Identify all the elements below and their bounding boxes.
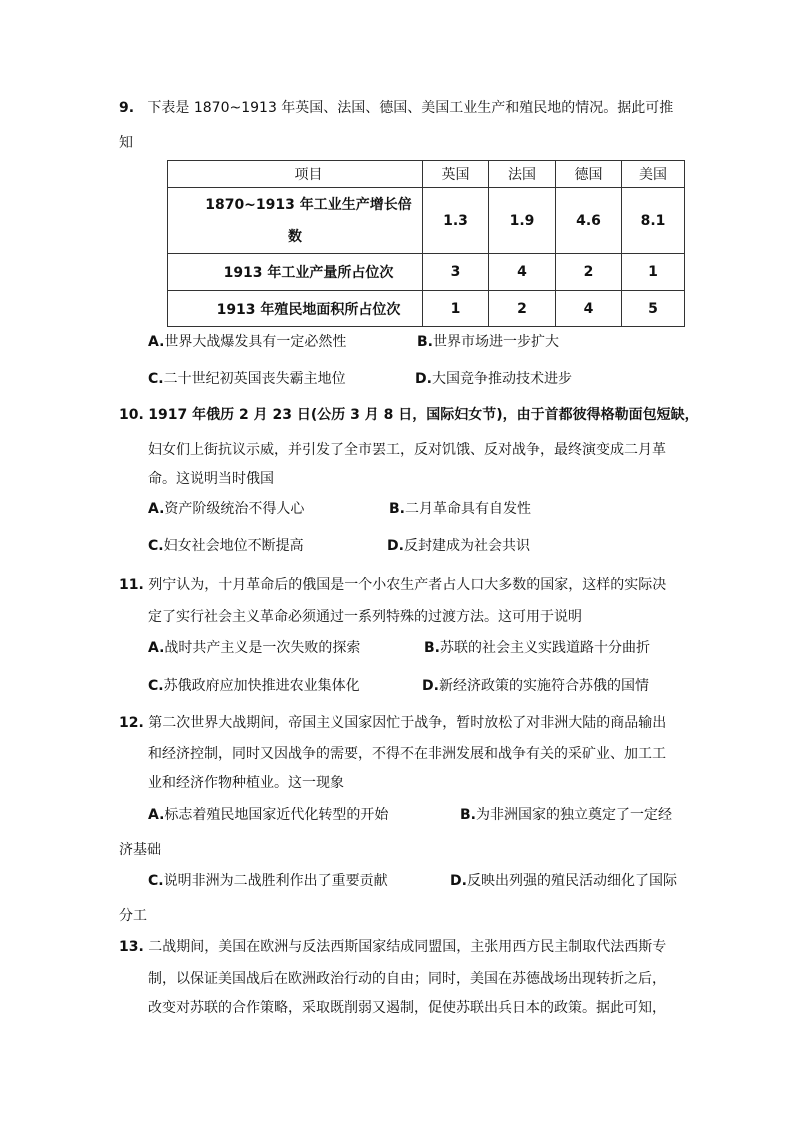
table-row (168, 188, 685, 254)
q13-stem-line2: 制，以保证美国战后在欧洲政治行动的自由；同时，美国在苏德战场出现转折之后， (148, 971, 666, 987)
table-cell: 4 (489, 254, 556, 291)
table-row (168, 254, 685, 291)
q9-stem-line1: 9. 下表是 1870~1913 年英国、法国、德国、美国工业生产和殖民地的情况。据此可推 (119, 100, 674, 116)
table-cell: 2 (489, 291, 556, 327)
q11-stem-line1: 11. 列宁认为，十月革命后的俄国是一个小农生产者占人口大多数的国家，这样的实际决 (119, 577, 667, 593)
q12-stem-line2: 和经济控制，同时又因战争的需要，不得不在非洲发展和战争有关的采矿业、加工工 (148, 746, 666, 762)
table-header-cell: 法国 (489, 161, 556, 188)
q10-stem-line3: 命。这说明当时俄国 (148, 471, 274, 487)
q11-number: 11. (119, 577, 144, 593)
table-cell: 8.1 (622, 188, 685, 254)
table-row (168, 291, 685, 327)
table-cell: 3 (423, 254, 489, 291)
q9-stem-line2: 知 (119, 135, 133, 151)
q12-option-b-wrap: 济基础 (119, 842, 161, 858)
q12-option-d[interactable]: D.反映出列强的殖民活动细化了国际 (450, 873, 677, 889)
table-row-label: 1870~1913 年工业生产增长倍 数 (168, 188, 423, 254)
q10-option-d[interactable]: D.反封建成为社会共识 (387, 538, 530, 554)
q9-option-b[interactable]: B.世界市场进一步扩大 (417, 334, 559, 350)
q10-stem-line2: 妇女们上街抗议示威，并引发了全市罢工，反对饥饿、反对战争，最终演变成二月革 (148, 442, 666, 458)
q10-option-b[interactable]: B.二月革命具有自发性 (389, 501, 531, 517)
q9-option-c[interactable]: C.二十世纪初英国丧失霸主地位 (148, 371, 346, 387)
table-header-cell: 英国 (423, 161, 489, 188)
q13-stem-line3: 改变对苏联的合作策略，采取既削弱又遏制，促使苏联出兵日本的政策。据此可知， (148, 1000, 666, 1016)
table-header-cell: 美国 (622, 161, 685, 188)
q9-option-d[interactable]: D.大国竞争推动技术进步 (415, 371, 572, 387)
table-header-row (168, 161, 685, 188)
table-header-cell: 项目 (168, 161, 423, 188)
table-cell: 1.3 (423, 188, 489, 254)
q9-table (167, 160, 685, 327)
q9-option-a[interactable]: A.世界大战爆发具有一定必然性 (148, 334, 347, 350)
table-row-label: 1913 年殖民地面积所占位次 (168, 291, 423, 327)
table-cell: 5 (622, 291, 685, 327)
q12-number: 12. (119, 715, 144, 731)
q11-option-a[interactable]: A.战时共产主义是一次失败的探索 (148, 640, 361, 656)
q9-number: 9. (119, 100, 135, 116)
q10-number: 10. (119, 407, 144, 423)
table-cell: 1 (423, 291, 489, 327)
q12-option-b[interactable]: B.为非洲国家的独立奠定了一定经 (460, 807, 672, 823)
q12-option-d-wrap: 分工 (119, 908, 147, 924)
q13-stem-line1: 13. 二战期间，美国在欧洲与反法西斯国家结成同盟国，主张用西方民主制取代法西斯专 (119, 939, 667, 955)
table-cell: 1 (622, 254, 685, 291)
q11-option-c[interactable]: C.苏俄政府应加快推进农业集体化 (148, 678, 360, 694)
table-cell: 4.6 (556, 188, 622, 254)
q11-stem-line2: 定了实行社会主义革命必须通过一系列特殊的过渡方法。这可用于说明 (148, 609, 582, 625)
table-cell: 2 (556, 254, 622, 291)
q12-stem-line1: 12. 第二次世界大战期间，帝国主义国家因忙于战争，暂时放松了对非洲大陆的商品输出 (119, 715, 667, 731)
table-cell: 1.9 (489, 188, 556, 254)
q13-number: 13. (119, 939, 144, 955)
q10-option-c[interactable]: C.妇女社会地位不断提高 (148, 538, 304, 554)
q12-option-c[interactable]: C.说明非洲为二战胜利作出了重要贡献 (148, 873, 388, 889)
table-cell: 4 (556, 291, 622, 327)
table-header-cell: 德国 (556, 161, 622, 188)
q11-option-b[interactable]: B.苏联的社会主义实践道路十分曲折 (424, 640, 650, 656)
q10-option-a[interactable]: A.资产阶级统治不得人心 (148, 501, 305, 517)
q10-stem-line1: 10. 1917 年俄历 2 月 23 日(公历 3 月 8 日，国际妇女节)，由于首都彼得格勒面包短缺， (119, 407, 699, 423)
q12-stem-line3: 业和经济作物种植业。这一现象 (148, 775, 344, 791)
q12-option-a[interactable]: A.标志着殖民地国家近代化转型的开始 (148, 807, 389, 823)
q11-option-d[interactable]: D.新经济政策的实施符合苏俄的国情 (422, 678, 649, 694)
table-row-label: 1913 年工业产量所占位次 (168, 254, 423, 291)
